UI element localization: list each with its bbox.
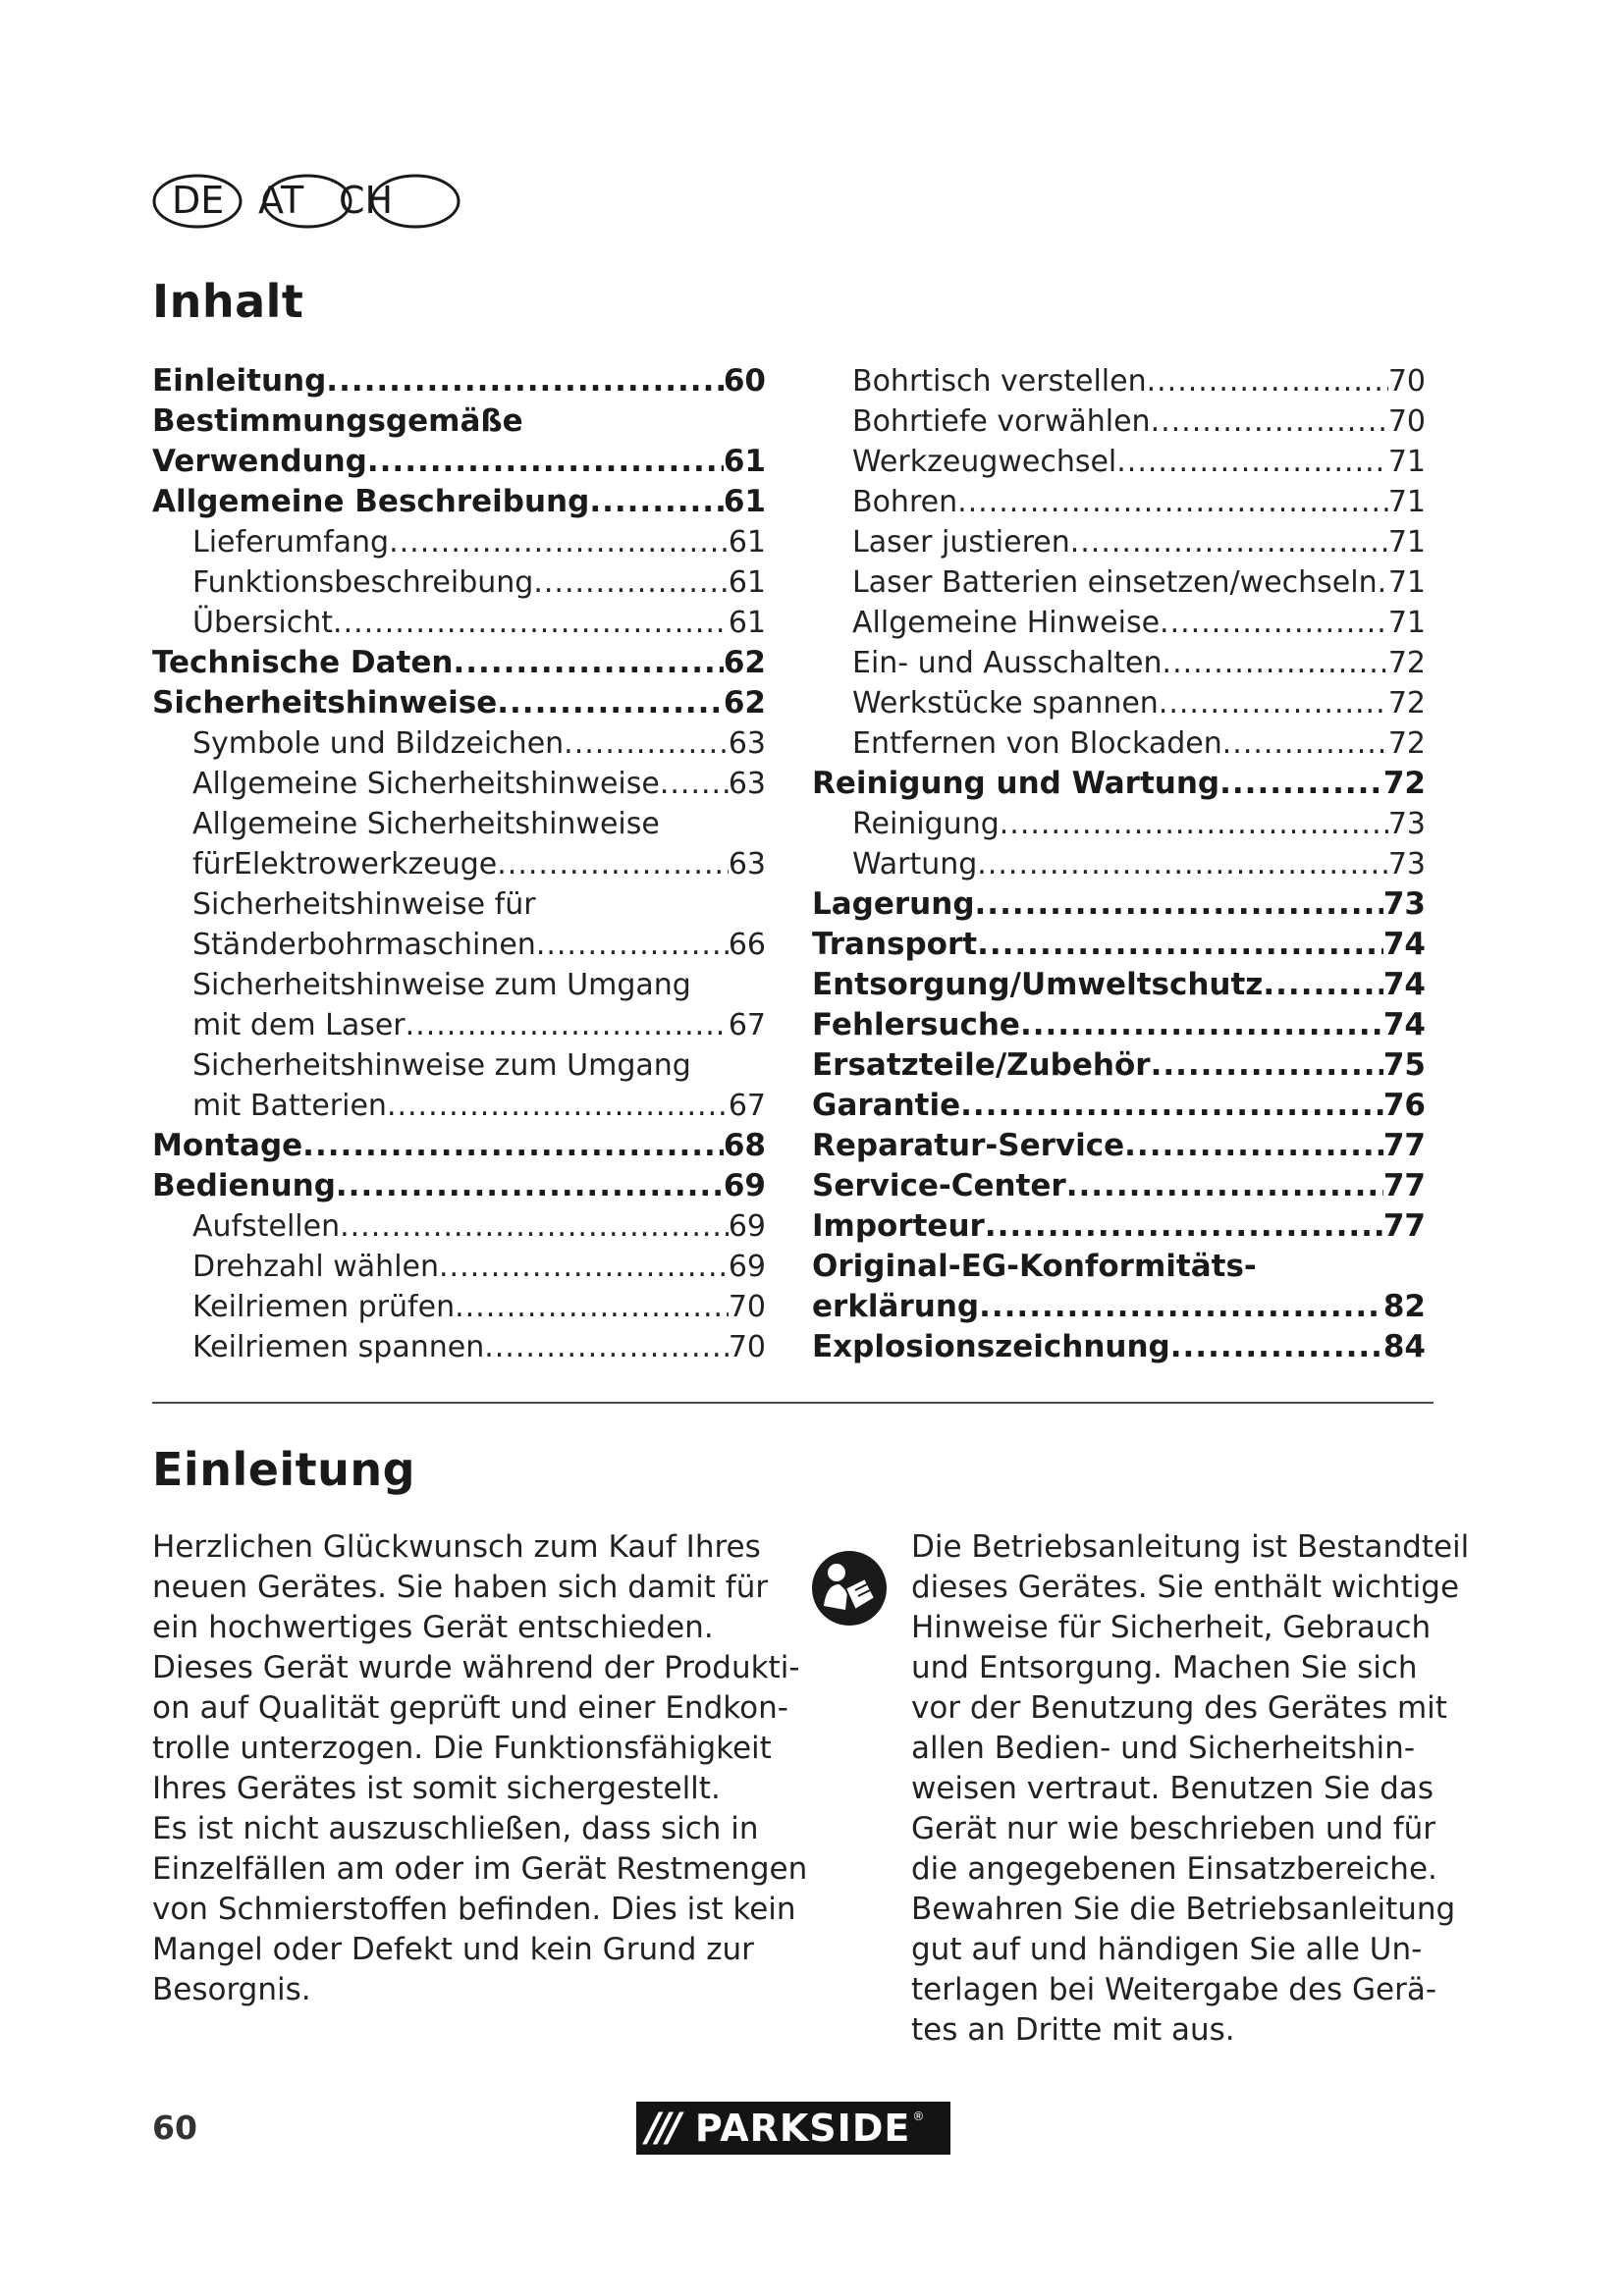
- text-line: Besorgnis.: [152, 1972, 311, 2007]
- toc-entry-title: Allgemeine Hinweise: [852, 606, 1161, 640]
- toc-entry[interactable]: [812, 1247, 1426, 1287]
- toc-leader-dots: [497, 683, 724, 723]
- toc-leader-dots: [389, 522, 729, 562]
- text-line: von Schmierstoffen befinden. Dies ist kein: [152, 1892, 796, 1927]
- toc-entry-title: Keilriemen prüfen: [192, 1290, 456, 1324]
- toc-entry[interactable]: [812, 723, 1426, 764]
- toc-entry-page: 62: [723, 645, 766, 680]
- toc-entry-page: 82: [1382, 1289, 1426, 1324]
- toc-leader-dots: [302, 1126, 724, 1166]
- toc-entry-page: 61: [728, 606, 766, 640]
- toc-entry-page: 72: [1387, 726, 1426, 761]
- toc-entry[interactable]: [812, 965, 1426, 1005]
- toc-title: Inhalt: [152, 275, 304, 328]
- toc-entry[interactable]: [812, 643, 1426, 683]
- toc-entry-title: Allgemeine Sicherheitshinweise: [192, 807, 660, 841]
- toc-entry[interactable]: [152, 1045, 766, 1086]
- toc-entry[interactable]: [812, 1327, 1426, 1367]
- toc-entry-title: Entfernen von Blockaden: [852, 726, 1222, 761]
- toc-entry[interactable]: [152, 643, 766, 683]
- toc-entry-page: 77: [1382, 1128, 1426, 1163]
- toc-leader-dots: [660, 764, 729, 804]
- toc-leader-dots: [1219, 764, 1383, 804]
- toc-entry-page: 73: [1387, 807, 1426, 841]
- toc-entry[interactable]: [812, 361, 1426, 401]
- toc-entry-title: Einleitung: [152, 363, 327, 399]
- toc-entry-title: Garantie: [812, 1088, 961, 1123]
- toc-entry[interactable]: [152, 1166, 766, 1206]
- toc-entry[interactable]: [812, 1126, 1426, 1166]
- toc-entry[interactable]: [152, 723, 766, 764]
- toc-entry[interactable]: [812, 442, 1426, 482]
- toc-leader-dots: [439, 1247, 729, 1287]
- toc-entry-page: 71: [1387, 565, 1426, 600]
- toc-entry-title: Aufstellen: [192, 1209, 341, 1244]
- toc-entry-title: Ständerbohrmaschinen: [192, 928, 536, 962]
- toc-entry-title: Übersicht: [192, 606, 334, 640]
- toc-leader-dots: [564, 723, 729, 764]
- logo-text: PARKSIDE: [694, 2107, 911, 2150]
- country-code-de: DE: [172, 179, 225, 222]
- toc-leader-dots: [975, 884, 1383, 925]
- text-line: allen Bedien- und Sicherheitshin-: [911, 1731, 1415, 1766]
- toc-entry-title: Lagerung: [812, 886, 975, 922]
- toc-entry-title: fürElektrowerkzeuge: [192, 847, 498, 881]
- toc-leader-dots: [455, 1287, 729, 1327]
- toc-entry[interactable]: [812, 683, 1426, 723]
- toc-leader-dots: [533, 562, 728, 603]
- toc-entry[interactable]: [812, 1166, 1426, 1206]
- text-line: Es ist nicht auszuschließen, dass sich in: [152, 1811, 759, 1846]
- toc-entry[interactable]: [812, 1206, 1426, 1247]
- toc-leader-dots: [589, 482, 724, 522]
- section-divider: [152, 1402, 1434, 1404]
- toc-entry-title: Verwendung: [152, 444, 367, 479]
- toc-left-column: [152, 361, 766, 1367]
- toc-leader-dots: [957, 482, 1388, 522]
- toc-entry-title: Funktionsbeschreibung: [192, 565, 534, 600]
- toc-entry-title: Ein- und Ausschalten: [852, 646, 1163, 680]
- toc-entry-title: Bedienung: [152, 1168, 336, 1203]
- toc-entry[interactable]: [152, 562, 766, 603]
- toc-entry[interactable]: [152, 1086, 766, 1126]
- toc-entry-page: 62: [723, 685, 766, 721]
- toc-leader-dots: [1159, 683, 1388, 723]
- toc-leader-dots: [960, 1086, 1383, 1126]
- toc-leader-dots: [1151, 1045, 1383, 1086]
- toc-entry-page: 69: [728, 1250, 766, 1284]
- toc-entry-page: 74: [1382, 967, 1426, 1002]
- toc-entry-title: mit Batterien: [192, 1089, 387, 1123]
- toc-entry-title: Allgemeine Beschreibung: [152, 484, 590, 519]
- toc-entry[interactable]: [152, 965, 766, 1005]
- toc-entry[interactable]: [812, 522, 1426, 562]
- toc-entry-page: 71: [1387, 525, 1426, 560]
- toc-entry-title: Ersatzteile/Zubehör: [812, 1047, 1151, 1083]
- toc-entry[interactable]: [152, 603, 766, 643]
- toc-entry-title: Laser Batterien einsetzen/wechseln: [852, 565, 1378, 600]
- intro-text-left: [152, 1527, 808, 2010]
- toc-entry-page: 71: [1387, 606, 1426, 640]
- toc-entry-title: Laser justieren: [852, 525, 1070, 560]
- toc-entry-page: 75: [1382, 1047, 1426, 1083]
- toc-entry-title: Bestimmungsgemäße: [152, 403, 523, 439]
- toc-entry-title: Reinigung: [852, 807, 1000, 841]
- toc-entry-page: 72: [1387, 686, 1426, 721]
- toc-entry-page: 60: [723, 363, 766, 399]
- toc-entry[interactable]: [812, 1045, 1426, 1086]
- toc-entry-page: 77: [1382, 1208, 1426, 1244]
- toc-entry-page: 63: [728, 847, 766, 881]
- toc-entry-page: 69: [728, 1209, 766, 1244]
- toc-leader-dots: [326, 361, 724, 401]
- toc-entry-title: Service-Center: [812, 1168, 1066, 1203]
- toc-entry-title: erklärung: [812, 1289, 980, 1324]
- toc-entry-page: 67: [728, 1008, 766, 1042]
- text-line: Mangel oder Defekt und kein Grund zur: [152, 1932, 754, 1967]
- toc-leader-dots: [1222, 723, 1388, 764]
- toc-entry[interactable]: [812, 764, 1426, 804]
- toc-entry-page: 63: [728, 767, 766, 801]
- toc-entry[interactable]: [812, 1005, 1426, 1045]
- text-line: die angegebenen Einsatzbereiche.: [911, 1851, 1437, 1887]
- toc-entry-page: 72: [1382, 766, 1426, 801]
- toc-entry[interactable]: [152, 442, 766, 482]
- country-code-ch: CH: [339, 179, 394, 222]
- text-line: Bewahren Sie die Betriebsanleitung: [911, 1892, 1456, 1927]
- toc-leader-dots: [1378, 562, 1388, 603]
- toc-entry-page: 74: [1382, 1007, 1426, 1042]
- toc-leader-dots: [367, 442, 724, 482]
- toc-leader-dots: [1000, 804, 1388, 844]
- toc-entry[interactable]: [152, 884, 766, 925]
- toc-entry-title: Entsorgung/Umweltschutz: [812, 967, 1264, 1002]
- toc-entry-title: Reinigung und Wartung: [812, 766, 1220, 801]
- toc-entry[interactable]: [152, 1126, 766, 1166]
- toc-entry-page: 70: [728, 1330, 766, 1364]
- parkside-logo: [636, 2102, 950, 2155]
- toc-entry[interactable]: [152, 1206, 766, 1247]
- toc-leader-dots: [340, 1206, 729, 1247]
- toc-entry-title: Sicherheitshinweise: [152, 685, 498, 721]
- toc-entry[interactable]: [152, 1287, 766, 1327]
- logo-registered-mark: ®: [912, 2109, 925, 2123]
- toc-entry[interactable]: [812, 1287, 1426, 1327]
- toc-entry[interactable]: [812, 884, 1426, 925]
- toc-entry[interactable]: [152, 844, 766, 884]
- country-badge: [152, 172, 462, 231]
- toc-entry-page: 73: [1387, 847, 1426, 881]
- text-line: Einzelfällen am oder im Gerät Restmengen: [152, 1851, 808, 1887]
- toc-leader-dots: [484, 1327, 729, 1367]
- toc-leader-dots: [333, 603, 729, 643]
- text-line: gut auf und händigen Sie alle Un-: [911, 1932, 1423, 1967]
- toc-leader-dots: [336, 1166, 724, 1206]
- toc-entry[interactable]: [152, 1005, 766, 1045]
- toc-entry-title: Sicherheitshinweise für: [192, 887, 536, 922]
- toc-entry-title: Symbole und Bildzeichen: [192, 726, 565, 761]
- toc-entry-title: Importeur: [812, 1208, 985, 1244]
- toc-entry-page: 67: [728, 1089, 766, 1123]
- text-line: Hinweise für Sicherheit, Gebrauch: [911, 1610, 1432, 1645]
- toc-entry-page: 61: [728, 565, 766, 600]
- toc-entry[interactable]: [812, 401, 1426, 442]
- text-line: und Entsorgung. Machen Sie sich: [911, 1650, 1418, 1685]
- toc-entry-page: 77: [1382, 1168, 1426, 1203]
- toc-leader-dots: [979, 1287, 1383, 1327]
- toc-entry-title: Wartung: [852, 847, 978, 881]
- toc-entry-title: Keilriemen spannen: [192, 1330, 485, 1364]
- text-line: Herzlichen Glückwunsch zum Kauf Ihres: [152, 1529, 761, 1565]
- toc-leader-dots: [1066, 1166, 1383, 1206]
- text-line: Dieses Gerät wurde während der Produkti-: [152, 1650, 800, 1685]
- toc-entry[interactable]: [152, 764, 766, 804]
- toc-leader-dots: [1116, 442, 1388, 482]
- toc-entry-page: 68: [723, 1128, 766, 1163]
- toc-entry[interactable]: [152, 522, 766, 562]
- toc-entry-page: 76: [1382, 1088, 1426, 1123]
- toc-entry-title: Bohrtiefe vorwählen: [852, 404, 1151, 439]
- toc-entry-page: 70: [1387, 404, 1426, 439]
- toc-leader-dots: [1170, 1327, 1383, 1367]
- text-line: trolle unterzogen. Die Funktionsfähigkeit: [152, 1731, 772, 1766]
- toc-entry[interactable]: [152, 401, 766, 442]
- text-line: Gerät nur wie beschrieben und für: [911, 1811, 1436, 1846]
- toc-right-column: [812, 361, 1426, 1367]
- toc-entry-title: Bohrtisch verstellen: [852, 364, 1147, 399]
- toc-entry-title: Montage: [152, 1128, 303, 1163]
- toc-entry-title: Original-EG-Konformitäts-: [812, 1249, 1257, 1284]
- toc-entry[interactable]: [152, 1327, 766, 1367]
- toc-leader-dots: [406, 1005, 729, 1045]
- toc-entry-title: Sicherheitshinweise zum Umgang: [192, 1048, 691, 1083]
- toc-leader-dots: [536, 925, 729, 965]
- toc-entry-page: 73: [1382, 886, 1426, 922]
- read-manual-icon: [810, 1549, 889, 1628]
- toc-entry[interactable]: [152, 925, 766, 965]
- toc-entry[interactable]: [152, 361, 766, 401]
- toc-entry[interactable]: [152, 482, 766, 522]
- toc-entry[interactable]: [812, 804, 1426, 844]
- toc-entry-page: 70: [1387, 364, 1426, 399]
- logo-slashes: ///: [646, 2106, 677, 2151]
- toc-leader-dots: [1020, 1005, 1383, 1045]
- toc-entry[interactable]: [812, 844, 1426, 884]
- toc-entry-page: 66: [728, 928, 766, 962]
- toc-entry-title: Drehzahl wählen: [192, 1250, 440, 1284]
- toc-leader-dots: [1163, 643, 1388, 683]
- toc-entry-page: 71: [1387, 485, 1426, 519]
- toc-leader-dots: [977, 925, 1383, 965]
- toc-entry-title: Bohren: [852, 485, 958, 519]
- toc-entry-page: 71: [1387, 445, 1426, 479]
- toc-entry-title: Explosionszeichnung: [812, 1329, 1170, 1364]
- toc-entry-page: 61: [723, 444, 766, 479]
- text-line: Die Betriebsanleitung ist Bestandteil: [911, 1529, 1470, 1565]
- toc-entry-title: Allgemeine Sicherheitshinweise: [192, 767, 660, 801]
- toc-leader-dots: [977, 844, 1388, 884]
- toc-entry-page: 84: [1382, 1329, 1426, 1364]
- page-number: 60: [152, 2109, 197, 2147]
- toc-leader-dots: [1124, 1126, 1383, 1166]
- text-line: tes an Dritte mit aus.: [911, 2012, 1235, 2048]
- text-line: neuen Gerätes. Sie haben sich damit für: [152, 1570, 769, 1605]
- text-line: vor der Benutzung des Gerätes mit: [911, 1690, 1447, 1726]
- intro-title: Einleitung: [152, 1443, 416, 1496]
- toc-entry-page: 69: [723, 1168, 766, 1203]
- toc-leader-dots: [1263, 965, 1383, 1005]
- toc-leader-dots: [1070, 522, 1388, 562]
- text-line: weisen vertraut. Benutzen Sie das: [911, 1771, 1435, 1806]
- toc-entry-page: 72: [1387, 646, 1426, 680]
- toc-entry-title: Werkstücke spannen: [852, 686, 1159, 721]
- toc-entry[interactable]: [152, 804, 766, 844]
- toc-leader-dots: [453, 643, 723, 683]
- text-line: on auf Qualität geprüft und einer Endkon-: [152, 1690, 788, 1726]
- text-line: terlagen bei Weitergabe des Gerä-: [911, 1972, 1437, 2007]
- toc-entry-title: Technische Daten: [152, 645, 454, 680]
- intro-text-right: [911, 1527, 1470, 2051]
- text-line: dieses Gerätes. Sie enthält wichtige: [911, 1570, 1460, 1605]
- toc-leader-dots: [985, 1206, 1383, 1247]
- toc-entry[interactable]: [812, 925, 1426, 965]
- toc-entry[interactable]: [152, 1247, 766, 1287]
- text-line: Ihres Gerätes ist somit sichergestellt.: [152, 1771, 721, 1806]
- country-code-at: AT: [258, 179, 304, 222]
- toc-entry-title: Lieferumfang: [192, 525, 390, 560]
- toc-leader-dots: [497, 844, 729, 884]
- toc-leader-dots: [387, 1086, 729, 1126]
- toc-leader-dots: [1151, 401, 1388, 442]
- toc-entry-title: Reparatur-Service: [812, 1128, 1125, 1163]
- toc-entry-title: Transport: [812, 927, 978, 962]
- toc-entry[interactable]: [812, 1086, 1426, 1126]
- toc-entry-title: mit dem Laser: [192, 1008, 406, 1042]
- toc-entry-title: Werkzeugwechsel: [852, 445, 1117, 479]
- toc-entry-page: 61: [723, 484, 766, 519]
- toc-leader-dots: [1147, 361, 1388, 401]
- toc-entry-page: 63: [728, 726, 766, 761]
- toc-entry[interactable]: [152, 683, 766, 723]
- toc-entry[interactable]: [812, 482, 1426, 522]
- toc-entry[interactable]: [812, 603, 1426, 643]
- toc-entry-page: 61: [728, 525, 766, 560]
- toc-entry-page: 70: [728, 1290, 766, 1324]
- toc-leader-dots: [1160, 603, 1388, 643]
- toc-entry-page: 74: [1382, 927, 1426, 962]
- toc-entry-title: Sicherheitshinweise zum Umgang: [192, 968, 691, 1002]
- toc-entry[interactable]: [812, 562, 1426, 603]
- toc-entry-title: Fehlersuche: [812, 1007, 1020, 1042]
- text-line: ein hochwertiges Gerät entschieden.: [152, 1610, 714, 1645]
